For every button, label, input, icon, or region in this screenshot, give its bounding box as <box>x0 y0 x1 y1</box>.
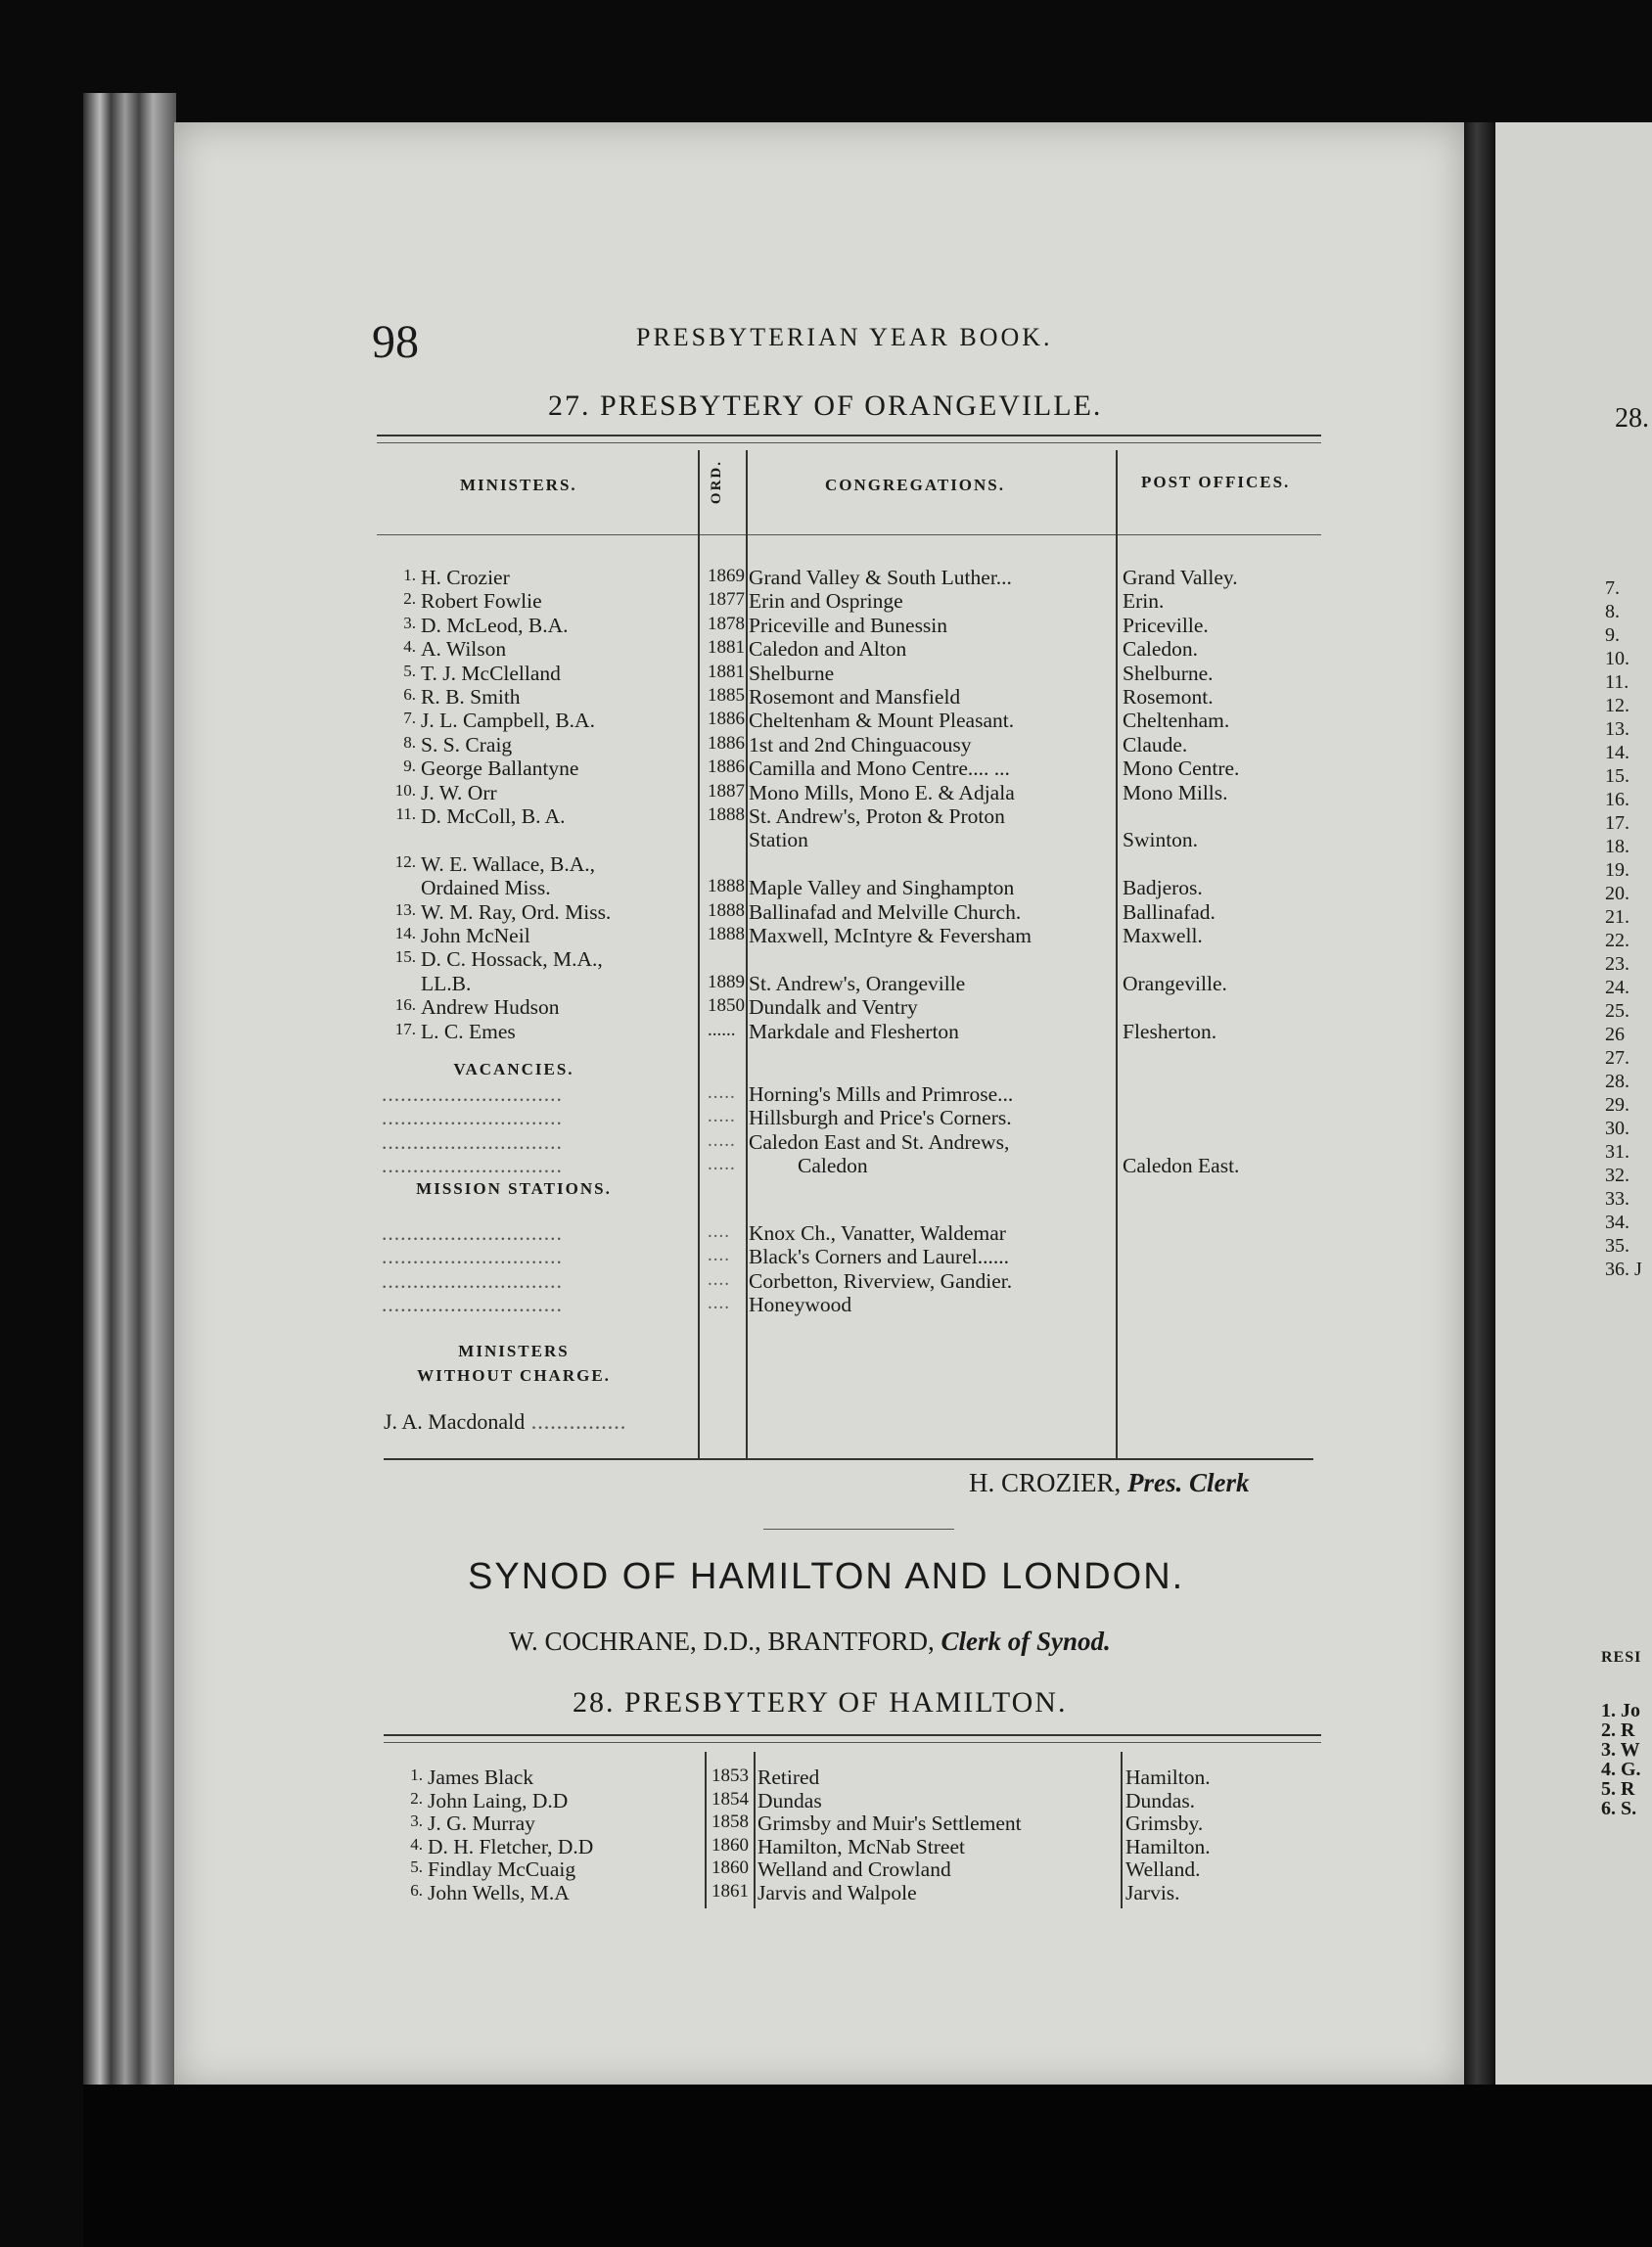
leader-dots: ............................. <box>382 1106 563 1130</box>
post-office: Maxwell. <box>1123 924 1203 947</box>
col-header-ord: ORD. <box>709 460 724 505</box>
row-number: 3. <box>403 613 416 632</box>
ordination-year: 1888 <box>708 876 745 897</box>
post-office: Grimsby. <box>1125 1811 1204 1835</box>
leader-dots: .... <box>708 1293 730 1314</box>
row-number: 2. <box>403 589 416 609</box>
leader-dots: ............................. <box>382 1293 563 1317</box>
minister-name: W. M. Ray, Ord. Miss. <box>421 899 612 924</box>
row-number: 4. <box>403 637 416 657</box>
ordination-year: 1881 <box>708 661 745 682</box>
ordination-year: 1889 <box>708 971 745 992</box>
row-number: 14. <box>394 924 416 942</box>
ordination-year: 1886 <box>708 757 745 778</box>
row-number: 15. <box>394 947 416 967</box>
rule <box>377 534 1321 535</box>
congregation: Maple Valley and Singhampton <box>749 876 1015 900</box>
row-number: 22. <box>1605 930 1629 951</box>
congregation: Honeywood <box>749 1293 852 1317</box>
post-office: Cheltenham. <box>1123 709 1230 733</box>
ordination-year: 1860 <box>711 1857 749 1878</box>
post-office: Caledon. <box>1123 637 1199 662</box>
post-office: Ballinafad. <box>1123 899 1216 924</box>
row-number: 35. <box>1605 1235 1629 1257</box>
minister-name: LL.B. <box>421 971 472 995</box>
row-number: 36. J <box>1605 1259 1642 1280</box>
congregation: Priceville and Bunessin <box>749 613 948 637</box>
row-number: 11. <box>1605 671 1629 693</box>
post-office: Erin. <box>1123 589 1165 614</box>
congregation: Hillsburgh and Price's Corners. <box>749 1106 1012 1130</box>
minister-name: George Ballantyne <box>421 757 579 781</box>
without-charge-minister <box>384 1409 626 1435</box>
row-number: 24. <box>1605 977 1629 998</box>
row-number: 11. <box>395 804 416 823</box>
leader-dots: .... <box>708 1245 730 1266</box>
pres-clerk-line <box>969 1468 1250 1498</box>
congregation: Shelburne <box>749 661 835 685</box>
row-number: 9. <box>403 757 416 776</box>
minister-name: J. W. Orr <box>421 780 497 804</box>
row-number: 2. <box>410 1788 423 1808</box>
leader-dots: ..... <box>708 1129 736 1151</box>
ordination-year: ...... <box>708 1019 736 1040</box>
row-number: 8. <box>1605 601 1620 622</box>
congregation: Knox Ch., Vanatter, Waldemar <box>749 1221 1006 1245</box>
post-office: Hamilton. <box>1125 1766 1211 1789</box>
row-number: 30. <box>1605 1118 1629 1139</box>
post-office: Hamilton. <box>1125 1834 1211 1858</box>
congregation: Hamilton, McNab Street <box>757 1834 965 1858</box>
leader-dots: ............................. <box>382 1245 563 1269</box>
ordination-year: 1878 <box>708 613 745 634</box>
congregation: Jarvis and Walpole <box>757 1880 917 1904</box>
congregation: Welland and Crowland <box>757 1857 951 1881</box>
ordination-year: 1869 <box>708 566 745 586</box>
right-page-heading: 28. <box>1615 403 1649 434</box>
ordination-year: 1888 <box>708 924 745 944</box>
col-header-congregations: CONGREGATIONS. <box>825 476 1006 494</box>
congregation: Black's Corners and Laurel...... <box>749 1245 1009 1269</box>
ordination-year: 1886 <box>708 709 745 730</box>
congregation: Corbetton, Riverview, Gandier. <box>749 1268 1013 1293</box>
ordination-year: 1858 <box>711 1811 749 1832</box>
congregation: Retired <box>757 1766 820 1789</box>
clerk-name: H. CROZIER, <box>969 1468 1122 1497</box>
minister-name: A. Wilson <box>421 637 507 662</box>
row-number: 12. <box>1605 695 1629 716</box>
running-title: PRESBYTERIAN YEAR BOOK. <box>636 323 1053 351</box>
congregation: Horning's Mills and Primrose... <box>749 1082 1014 1106</box>
rule <box>384 1734 1321 1736</box>
post-office: Caledon East. <box>1123 1154 1240 1178</box>
leader-dots: ............................. <box>382 1154 563 1178</box>
list-item: 6. S. <box>1601 1798 1637 1819</box>
minister-name: D. McLeod, B.A. <box>421 613 569 637</box>
congregation: 1st and 2nd Chinguacousy <box>749 732 972 757</box>
minister-name: J. L. Campbell, B.A. <box>421 709 595 733</box>
post-office: Grand Valley. <box>1123 566 1238 589</box>
column-divider <box>705 1752 707 1908</box>
book-edge <box>83 93 176 2085</box>
synod-clerk-line <box>509 1627 1111 1657</box>
list-item: 5. R <box>1601 1778 1635 1800</box>
row-number: 27. <box>1605 1047 1629 1069</box>
minister-name: H. Crozier <box>421 566 510 589</box>
rule <box>377 442 1321 443</box>
section-27-title: 27. PRESBYTERY OF ORANGEVILLE. <box>548 390 1103 422</box>
minister-name: L. C. Emes <box>421 1019 516 1043</box>
list-item: 2. R <box>1601 1720 1635 1741</box>
ordination-year: 1860 <box>711 1834 749 1856</box>
without-charge-label-2: WITHOUT CHARGE. <box>417 1366 611 1385</box>
row-number: 7. <box>1605 577 1620 599</box>
minister-name: D. C. Hossack, M.A., <box>421 947 603 972</box>
synod-title: SYNOD OF HAMILTON AND LONDON. <box>468 1556 1185 1597</box>
column-divider <box>1116 450 1118 1458</box>
post-office: Priceville. <box>1123 613 1209 637</box>
congregation: Rosemont and Mansfield <box>749 685 961 709</box>
list-item: 3. W <box>1601 1739 1640 1761</box>
minister-name: J. G. Murray <box>428 1811 535 1835</box>
col-header-post-offices: POST OFFICES. <box>1141 473 1291 491</box>
congregation: Erin and Ospringe <box>749 589 903 614</box>
vacancies-label: VACANCIES. <box>453 1060 574 1078</box>
minister-name: Andrew Hudson <box>421 995 560 1020</box>
minister-name: Findlay McCuaig <box>428 1857 576 1881</box>
congregation: St. Andrew's, Proton & Proton <box>749 804 1005 828</box>
row-number: 23. <box>1605 953 1629 975</box>
minister-name: John Wells, M.A <box>428 1880 570 1904</box>
ordination-year: 1885 <box>708 685 745 706</box>
col-header-ministers: MINISTERS. <box>460 476 577 494</box>
without-charge-label-1: MINISTERS <box>458 1342 570 1360</box>
ordination-year: 1887 <box>708 780 745 802</box>
short-rule <box>763 1529 954 1530</box>
ordination-year: 1850 <box>708 995 745 1017</box>
leader-dots: ............... <box>525 1409 627 1434</box>
minister-name: John McNeil <box>421 924 530 947</box>
congregation: Caledon and Alton <box>749 637 907 662</box>
column-divider <box>1121 1752 1123 1908</box>
row-number: 31. <box>1605 1141 1629 1163</box>
list-item: 1. Jo <box>1601 1700 1640 1721</box>
leader-dots: .... <box>708 1221 730 1242</box>
row-number: 16. <box>394 995 416 1015</box>
list-item: 4. G. <box>1601 1759 1641 1780</box>
row-number: 21. <box>1605 906 1629 928</box>
column-divider <box>698 450 700 1458</box>
congregation: Dundas <box>757 1788 822 1812</box>
minister-name: D. H. Fletcher, D.D <box>428 1834 594 1858</box>
row-number: 13. <box>1605 718 1629 740</box>
row-number: 15. <box>1605 765 1629 787</box>
rule <box>384 1458 1313 1460</box>
post-office: Badjeros. <box>1123 876 1203 900</box>
congregation: Maxwell, McIntyre & Feversham <box>749 924 1032 947</box>
row-number: 7. <box>403 709 416 728</box>
ordination-year: 1853 <box>711 1766 749 1786</box>
page-number: 98 <box>372 316 419 368</box>
leader-dots: ............................. <box>382 1221 563 1245</box>
minister-name: R. B. Smith <box>421 685 521 709</box>
leader-dots: ............................. <box>382 1082 563 1106</box>
row-number: 12. <box>394 851 416 871</box>
rule <box>377 435 1321 436</box>
minister-name: Ordained Miss. <box>421 876 551 900</box>
row-number: 28. <box>1605 1071 1629 1092</box>
post-office: Shelburne. <box>1123 661 1214 685</box>
row-number: 33. <box>1605 1188 1629 1210</box>
column-divider <box>746 450 748 1458</box>
congregation: Caledon East and St. Andrews, <box>749 1129 1010 1154</box>
congregation: St. Andrew's, Orangeville <box>749 971 966 995</box>
row-number: 32. <box>1605 1165 1629 1186</box>
row-number: 18. <box>1605 836 1629 857</box>
row-number: 29. <box>1605 1094 1629 1116</box>
post-office: Swinton. <box>1123 828 1199 852</box>
congregation: Station <box>749 828 808 852</box>
row-number: 5. <box>410 1857 423 1876</box>
row-number: 4. <box>410 1834 423 1854</box>
row-number: 6. <box>410 1880 423 1900</box>
row-number: 1. <box>403 566 416 584</box>
row-number: 13. <box>394 899 416 919</box>
column-divider <box>754 1752 756 1908</box>
minister-name: John Laing, D.D <box>428 1788 569 1812</box>
congregation: Ballinafad and Melville Church. <box>749 899 1022 924</box>
mission-stations-label: MISSION STATIONS. <box>416 1179 612 1198</box>
bottom-shadow <box>83 2085 1652 2247</box>
row-number: 6. <box>403 685 416 704</box>
leader-dots: ............................. <box>382 1268 563 1293</box>
right-page-resi: RESI <box>1601 1649 1642 1666</box>
row-number: 9. <box>1605 624 1620 646</box>
leader-dots: ..... <box>708 1082 736 1103</box>
ordination-year: 1854 <box>711 1788 749 1810</box>
leader-dots: ..... <box>708 1154 736 1175</box>
ordination-year: 1861 <box>711 1880 749 1902</box>
post-office: Mono Centre. <box>1123 757 1240 781</box>
row-number: 16. <box>1605 789 1629 810</box>
congregation: Dundalk and Ventry <box>749 995 918 1020</box>
section-28-title: 28. PRESBYTERY OF HAMILTON. <box>573 1686 1068 1719</box>
ordination-year: 1886 <box>708 732 745 754</box>
minister-name: James Black <box>428 1766 534 1789</box>
row-number: 17. <box>1605 812 1629 834</box>
clerk-title: Pres. Clerk <box>1127 1468 1250 1497</box>
synod-clerk-name: W. COCHRANE, D.D., BRANTFORD, <box>509 1627 935 1656</box>
congregation: Cheltenham & Mount Pleasant. <box>749 709 1015 733</box>
ordination-year: 1888 <box>708 804 745 825</box>
row-number: 1. <box>410 1766 423 1784</box>
post-office: Claude. <box>1123 732 1188 757</box>
leader-dots: ............................. <box>382 1129 563 1154</box>
minister-name: Robert Fowlie <box>421 589 542 614</box>
post-office: Dundas. <box>1125 1788 1196 1812</box>
row-number: 20. <box>1605 883 1629 904</box>
row-number: 34. <box>1605 1212 1629 1233</box>
congregation: Markdale and Flesherton <box>749 1019 959 1043</box>
rule <box>384 1742 1321 1743</box>
row-number: 19. <box>1605 859 1629 881</box>
minister-name: D. McColl, B. A. <box>421 804 566 828</box>
ordination-year: 1877 <box>708 589 745 611</box>
post-office: Flesherton. <box>1123 1019 1217 1043</box>
row-number: 14. <box>1605 742 1629 763</box>
row-number: 10. <box>1605 648 1629 669</box>
minister-name: T. J. McClelland <box>421 661 561 685</box>
leader-dots: .... <box>708 1268 730 1290</box>
ordination-year: 1881 <box>708 637 745 659</box>
post-office: Jarvis. <box>1125 1880 1180 1904</box>
minister-name: J. A. Macdonald <box>384 1409 526 1434</box>
post-office: Welland. <box>1125 1857 1201 1881</box>
congregation: Camilla and Mono Centre.... ... <box>749 757 1010 781</box>
post-office: Mono Mills. <box>1123 780 1228 804</box>
post-office: Orangeville. <box>1123 971 1227 995</box>
post-office: Rosemont. <box>1123 685 1214 709</box>
row-number: 25. <box>1605 1000 1629 1022</box>
congregation: Grimsby and Muir's Settlement <box>757 1811 1022 1835</box>
ordination-year: 1888 <box>708 899 745 921</box>
leader-dots: ..... <box>708 1106 736 1127</box>
row-number: 10. <box>394 780 416 800</box>
row-number: 8. <box>403 732 416 752</box>
synod-clerk-title: Clerk of Synod. <box>941 1627 1111 1656</box>
congregation: Caledon <box>798 1154 868 1178</box>
congregation: Mono Mills, Mono E. & Adjala <box>749 780 1015 804</box>
row-number: 17. <box>394 1019 416 1038</box>
minister-name: W. E. Wallace, B.A., <box>421 851 595 876</box>
book-gutter <box>1464 122 1495 2089</box>
congregation: Grand Valley & South Luther... <box>749 566 1012 589</box>
minister-name: S. S. Craig <box>421 732 513 757</box>
row-number: 5. <box>403 661 416 680</box>
row-number: 26 <box>1605 1024 1625 1045</box>
row-number: 3. <box>410 1811 423 1830</box>
